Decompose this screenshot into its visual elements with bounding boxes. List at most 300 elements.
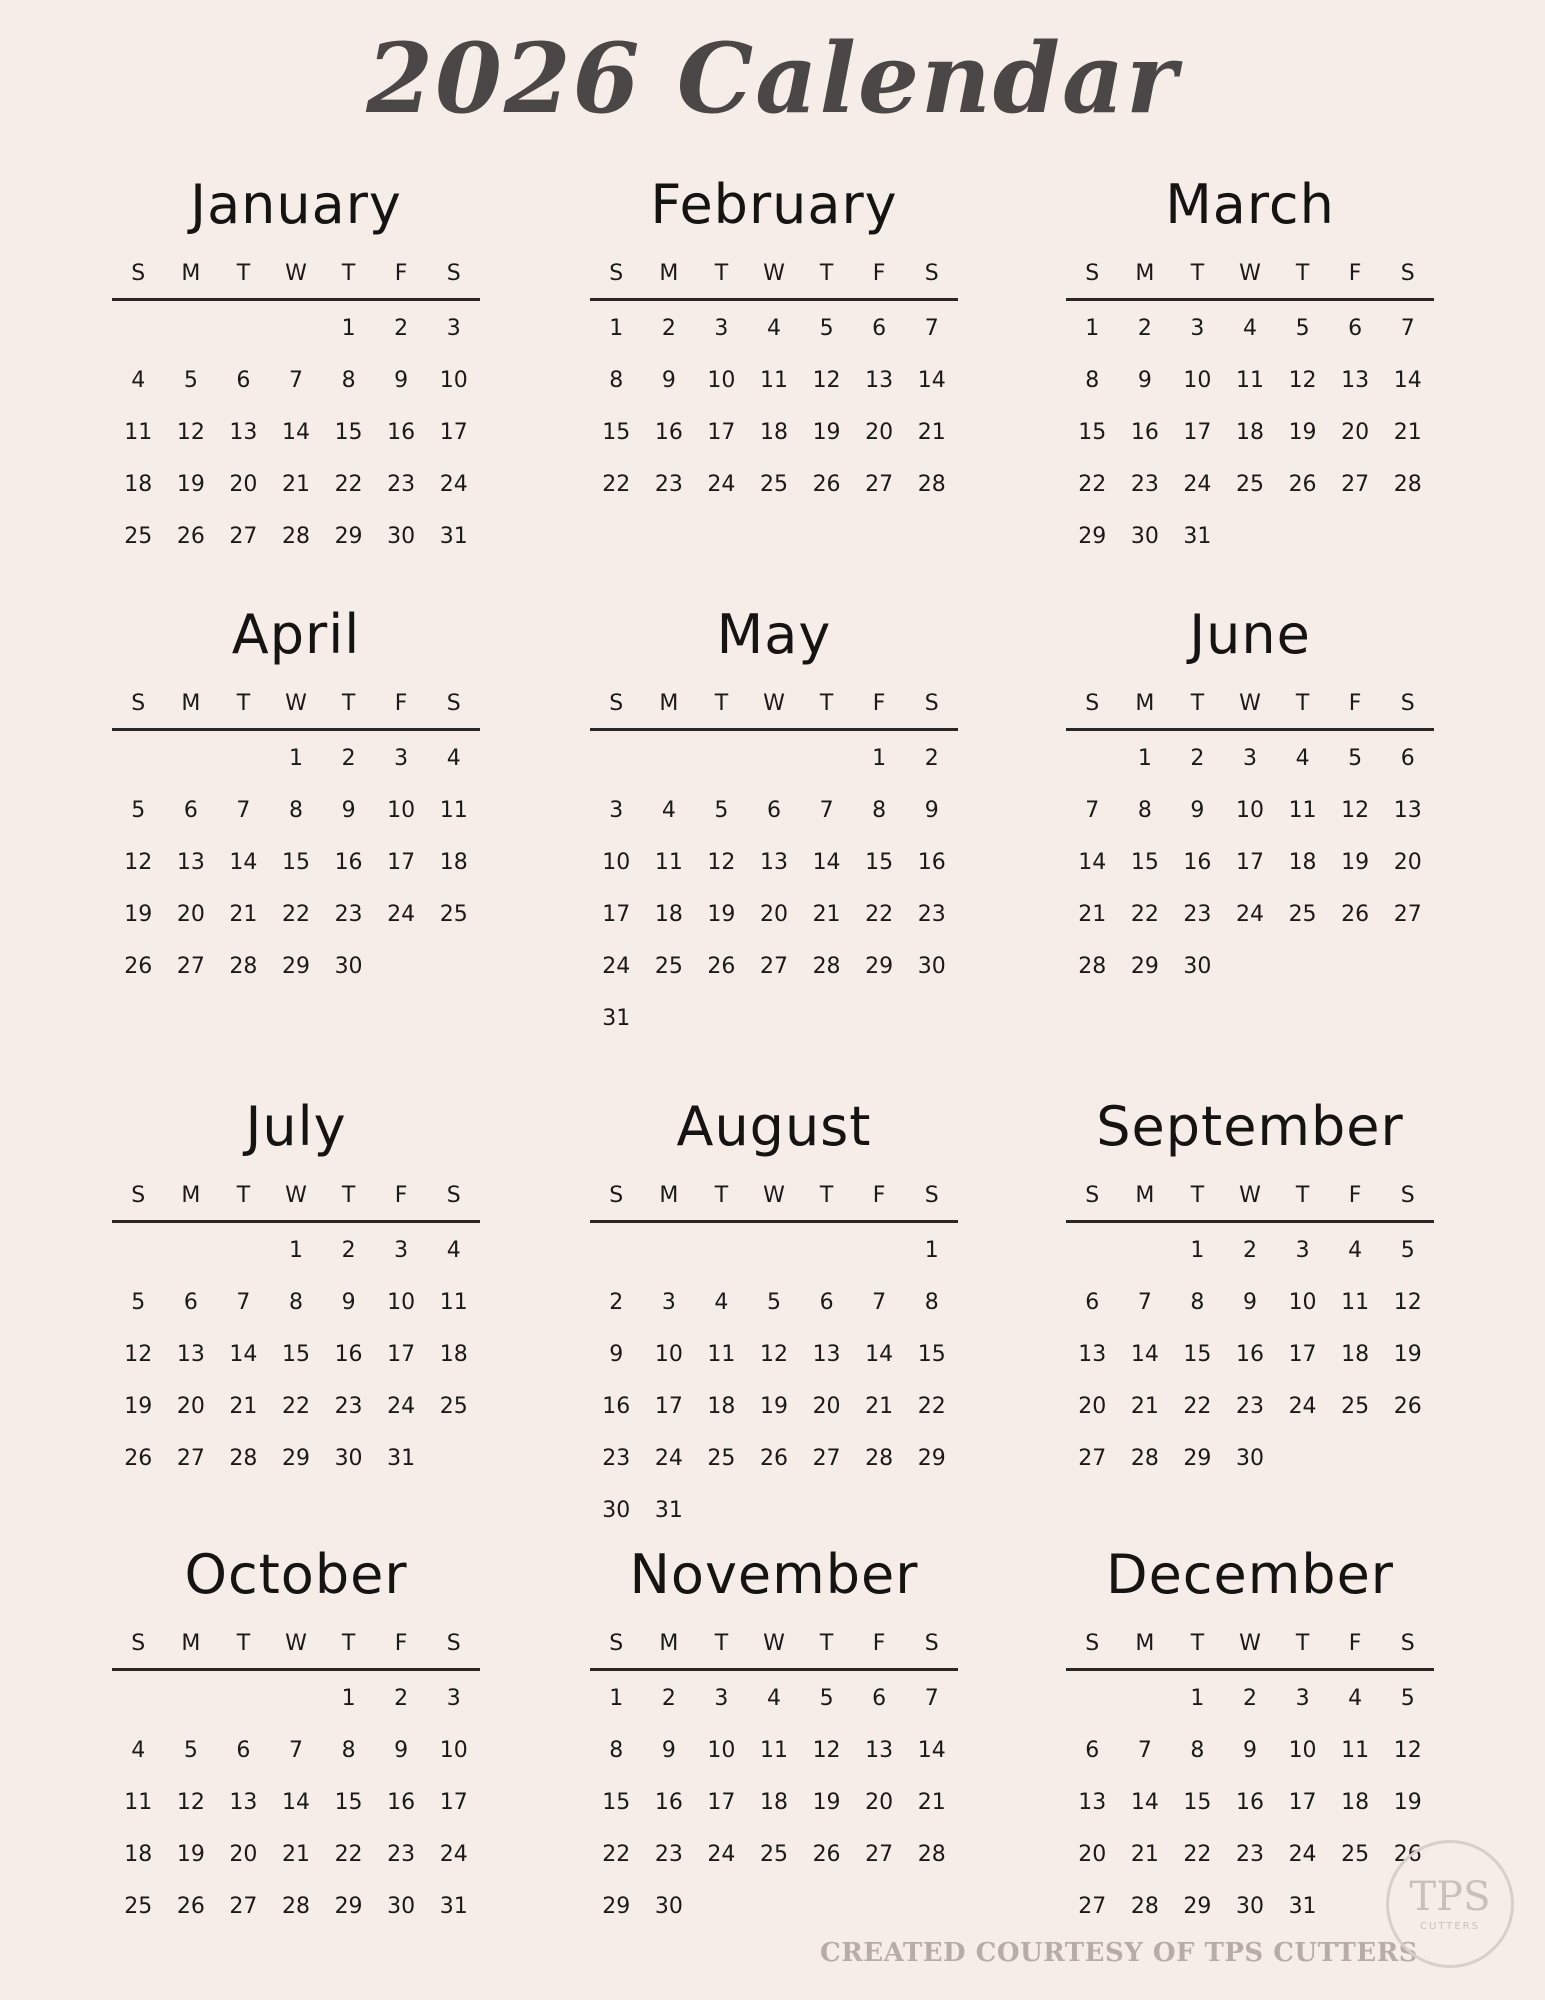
day-cell: 18	[1341, 1790, 1370, 1815]
weekday-header-row	[1066, 1180, 1434, 1223]
day-cell: 25	[439, 1394, 468, 1419]
day-cell: 27	[1393, 902, 1422, 927]
weekday-label: T	[236, 1183, 251, 1208]
day-cell: 8	[341, 1738, 356, 1763]
weekday-label: S	[131, 691, 146, 716]
day-cell: 25	[124, 1894, 153, 1919]
weekday-label: S	[924, 691, 939, 716]
day-cell: 21	[1130, 1842, 1159, 1867]
weekday-label: F	[1348, 1631, 1362, 1656]
day-cell: 19	[812, 420, 841, 445]
day-cell: 1	[1137, 746, 1152, 771]
day-cell: 23	[1130, 472, 1159, 497]
day-cell: 22	[281, 1394, 310, 1419]
day-cell: 3	[394, 1238, 409, 1263]
day-cell: 13	[176, 850, 205, 875]
day-cell: 6	[183, 798, 198, 823]
weekday-label: T	[1190, 1183, 1205, 1208]
day-cell: 21	[865, 1394, 894, 1419]
weekday-label: T	[714, 261, 729, 286]
day-cell: 15	[281, 1342, 310, 1367]
days-grid	[112, 301, 480, 569]
weekday-label: S	[131, 1183, 146, 1208]
weekday-label: M	[659, 691, 679, 716]
empty-day-cell	[748, 739, 801, 791]
day-cell: 25	[1235, 472, 1264, 497]
day-cell: 16	[1235, 1342, 1264, 1367]
day-cell: 28	[1393, 472, 1422, 497]
day-cell: 28	[229, 954, 258, 979]
day-cell: 5	[183, 368, 198, 393]
empty-day-cell	[695, 1231, 748, 1283]
weekday-label: T	[714, 691, 729, 716]
day-cell: 16	[654, 420, 683, 445]
day-cell: 1	[1190, 1686, 1205, 1711]
weekday-label: S	[924, 1183, 939, 1208]
day-cell: 16	[387, 420, 416, 445]
day-cell: 12	[1288, 368, 1317, 393]
day-cell: 20	[865, 1790, 894, 1815]
day-cell: 19	[812, 1790, 841, 1815]
day-cell: 29	[1130, 954, 1159, 979]
months-grid	[112, 170, 1436, 1950]
days-grid	[590, 731, 958, 1051]
day-cell: 25	[707, 1446, 736, 1471]
day-cell: 16	[1183, 850, 1212, 875]
day-cell: 1	[288, 746, 303, 771]
empty-day-cell	[270, 1679, 323, 1731]
weekday-label: F	[872, 1183, 886, 1208]
day-cell: 22	[334, 1842, 363, 1867]
day-cell: 26	[176, 524, 205, 549]
day-cell: 27	[176, 954, 205, 979]
weekday-label: T	[819, 691, 834, 716]
day-cell: 22	[1078, 472, 1107, 497]
empty-day-cell	[590, 739, 643, 791]
day-cell: 28	[917, 472, 946, 497]
weekday-label: M	[1135, 1631, 1155, 1656]
day-cell: 17	[707, 1790, 736, 1815]
day-cell: 18	[439, 850, 468, 875]
weekday-label: F	[394, 691, 408, 716]
weekday-label: M	[181, 691, 201, 716]
day-cell: 2	[661, 1686, 676, 1711]
day-cell: 22	[1183, 1394, 1212, 1419]
weekday-label: W	[285, 691, 307, 716]
day-cell: 10	[707, 368, 736, 393]
day-cell: 23	[917, 902, 946, 927]
day-cell: 15	[334, 1790, 363, 1815]
day-cell: 29	[602, 1894, 631, 1919]
day-cell: 29	[281, 954, 310, 979]
weekday-label: T	[236, 691, 251, 716]
weekday-label: F	[872, 1631, 886, 1656]
day-cell: 20	[759, 902, 788, 927]
day-cell: 23	[654, 472, 683, 497]
empty-day-cell	[165, 1679, 218, 1731]
weekday-label: F	[1348, 261, 1362, 286]
weekday-label: F	[394, 261, 408, 286]
day-cell: 11	[1341, 1290, 1370, 1315]
day-cell: 27	[1078, 1894, 1107, 1919]
day-cell: 26	[1393, 1394, 1422, 1419]
day-cell: 3	[609, 798, 624, 823]
day-cell: 17	[439, 420, 468, 445]
month-name: January	[190, 173, 402, 236]
day-cell: 17	[387, 850, 416, 875]
empty-day-cell	[165, 309, 218, 361]
day-cell: 15	[1183, 1342, 1212, 1367]
day-cell: 21	[1130, 1394, 1159, 1419]
day-cell: 20	[229, 1842, 258, 1867]
day-cell: 30	[1130, 524, 1159, 549]
day-cell: 9	[1190, 798, 1205, 823]
day-cell: 19	[1341, 850, 1370, 875]
day-cell: 16	[1235, 1790, 1264, 1815]
day-cell: 9	[341, 798, 356, 823]
empty-day-cell	[112, 309, 165, 361]
day-cell: 17	[1183, 420, 1212, 445]
day-cell: 4	[1348, 1238, 1363, 1263]
day-cell: 25	[1341, 1842, 1370, 1867]
day-cell: 21	[229, 902, 258, 927]
day-cell: 4	[446, 1238, 461, 1263]
day-cell: 16	[334, 850, 363, 875]
day-cell: 11	[759, 1738, 788, 1763]
empty-day-cell	[1119, 1679, 1172, 1731]
day-cell: 29	[334, 524, 363, 549]
day-cell: 5	[766, 1290, 781, 1315]
day-cell: 10	[1183, 368, 1212, 393]
weekday-label: W	[763, 261, 785, 286]
day-cell: 1	[341, 316, 356, 341]
day-cell: 28	[1078, 954, 1107, 979]
day-cell: 4	[446, 746, 461, 771]
weekday-label: S	[1085, 1183, 1100, 1208]
day-cell: 11	[654, 850, 683, 875]
day-cell: 30	[602, 1498, 631, 1523]
day-cell: 6	[1085, 1290, 1100, 1315]
day-cell: 12	[1393, 1290, 1422, 1315]
day-cell: 10	[1288, 1290, 1317, 1315]
day-cell: 13	[1341, 368, 1370, 393]
empty-day-cell	[112, 1231, 165, 1283]
day-cell: 11	[1288, 798, 1317, 823]
weekday-label: T	[819, 261, 834, 286]
weekday-label: S	[131, 261, 146, 286]
weekday-header-row	[112, 1180, 480, 1223]
weekday-label: M	[1135, 261, 1155, 286]
weekday-label: F	[1348, 691, 1362, 716]
day-cell: 29	[1183, 1446, 1212, 1471]
day-cell: 28	[917, 1842, 946, 1867]
day-cell: 25	[124, 524, 153, 549]
day-cell: 18	[759, 420, 788, 445]
day-cell: 20	[1393, 850, 1422, 875]
day-cell: 31	[602, 1006, 631, 1031]
day-cell: 3	[446, 1686, 461, 1711]
day-cell: 27	[1078, 1446, 1107, 1471]
day-cell: 11	[439, 798, 468, 823]
day-cell: 16	[387, 1790, 416, 1815]
day-cell: 8	[1085, 368, 1100, 393]
day-cell: 26	[124, 1446, 153, 1471]
empty-day-cell	[112, 1679, 165, 1731]
days-grid	[590, 1223, 958, 1543]
day-cell: 19	[759, 1394, 788, 1419]
day-cell: 6	[872, 1686, 887, 1711]
weekday-label: M	[659, 261, 679, 286]
month-name: May	[716, 603, 832, 666]
day-cell: 24	[1183, 472, 1212, 497]
day-cell: 12	[1341, 798, 1370, 823]
day-cell: 14	[229, 850, 258, 875]
empty-day-cell	[800, 1231, 853, 1283]
day-cell: 1	[341, 1686, 356, 1711]
weekday-label: S	[446, 261, 461, 286]
weekday-label: W	[285, 1183, 307, 1208]
day-cell: 5	[819, 1686, 834, 1711]
days-grid	[590, 1671, 958, 1939]
weekday-label: T	[1295, 261, 1310, 286]
day-cell: 28	[1130, 1894, 1159, 1919]
day-cell: 24	[707, 472, 736, 497]
day-cell: 17	[387, 1342, 416, 1367]
day-cell: 18	[124, 1842, 153, 1867]
weekday-label: T	[341, 261, 356, 286]
days-grid	[112, 1223, 480, 1491]
day-cell: 27	[865, 472, 894, 497]
day-cell: 19	[707, 902, 736, 927]
weekday-label: M	[181, 1183, 201, 1208]
day-cell: 9	[661, 1738, 676, 1763]
day-cell: 5	[183, 1738, 198, 1763]
day-cell: 3	[394, 746, 409, 771]
day-cell: 29	[1183, 1894, 1212, 1919]
day-cell: 24	[707, 1842, 736, 1867]
day-cell: 1	[1085, 316, 1100, 341]
day-cell: 6	[236, 1738, 251, 1763]
day-cell: 31	[439, 524, 468, 549]
day-cell: 14	[1130, 1790, 1159, 1815]
day-cell: 16	[1130, 420, 1159, 445]
day-cell: 15	[1130, 850, 1159, 875]
day-cell: 15	[865, 850, 894, 875]
weekday-label: S	[924, 261, 939, 286]
weekday-label: S	[1085, 1631, 1100, 1656]
day-cell: 8	[341, 368, 356, 393]
day-cell: 28	[865, 1446, 894, 1471]
day-cell: 22	[602, 472, 631, 497]
weekday-label: S	[446, 691, 461, 716]
weekday-label: M	[1135, 1183, 1155, 1208]
day-cell: 3	[661, 1290, 676, 1315]
day-cell: 25	[759, 1842, 788, 1867]
day-cell: 9	[1242, 1738, 1257, 1763]
month-june	[1066, 600, 1434, 999]
day-cell: 13	[176, 1342, 205, 1367]
weekday-label: W	[285, 1631, 307, 1656]
day-cell: 27	[759, 954, 788, 979]
month-name: August	[676, 1095, 872, 1158]
page-title: 2026 Calendar	[366, 22, 1179, 135]
day-cell: 5	[1348, 746, 1363, 771]
day-cell: 7	[236, 798, 251, 823]
day-cell: 18	[1235, 420, 1264, 445]
day-cell: 10	[439, 1738, 468, 1763]
empty-day-cell	[748, 1231, 801, 1283]
empty-day-cell	[217, 1679, 270, 1731]
day-cell: 25	[759, 472, 788, 497]
day-cell: 18	[124, 472, 153, 497]
day-cell: 21	[229, 1394, 258, 1419]
day-cell: 28	[281, 524, 310, 549]
weekday-label: S	[1400, 261, 1415, 286]
weekday-label: M	[659, 1183, 679, 1208]
day-cell: 8	[609, 1738, 624, 1763]
weekday-label: S	[1085, 691, 1100, 716]
day-cell: 2	[1190, 746, 1205, 771]
day-cell: 19	[124, 1394, 153, 1419]
day-cell: 31	[1183, 524, 1212, 549]
day-cell: 25	[654, 954, 683, 979]
month-name: September	[1096, 1095, 1404, 1158]
day-cell: 5	[131, 798, 146, 823]
day-cell: 3	[1295, 1686, 1310, 1711]
day-cell: 12	[176, 1790, 205, 1815]
month-name: April	[231, 603, 361, 666]
day-cell: 21	[917, 420, 946, 445]
day-cell: 17	[602, 902, 631, 927]
day-cell: 4	[766, 316, 781, 341]
day-cell: 12	[124, 1342, 153, 1367]
day-cell: 14	[281, 1790, 310, 1815]
empty-day-cell	[217, 739, 270, 791]
day-cell: 14	[1393, 368, 1422, 393]
day-cell: 12	[124, 850, 153, 875]
empty-day-cell	[217, 309, 270, 361]
day-cell: 10	[1288, 1738, 1317, 1763]
day-cell: 17	[1288, 1790, 1317, 1815]
day-cell: 11	[759, 368, 788, 393]
day-cell: 28	[812, 954, 841, 979]
day-cell: 24	[654, 1446, 683, 1471]
day-cell: 4	[766, 1686, 781, 1711]
day-cell: 21	[281, 1842, 310, 1867]
day-cell: 30	[334, 954, 363, 979]
footer-credit: CREATED COURTESY OF TPS CUTTERS	[820, 1938, 1419, 1968]
day-cell: 3	[1190, 316, 1205, 341]
day-cell: 7	[288, 1738, 303, 1763]
day-cell: 13	[812, 1342, 841, 1367]
day-cell: 22	[1183, 1842, 1212, 1867]
day-cell: 23	[654, 1842, 683, 1867]
days-grid	[1066, 301, 1434, 569]
weekday-label: S	[131, 1631, 146, 1656]
empty-day-cell	[800, 739, 853, 791]
day-cell: 6	[183, 1290, 198, 1315]
weekday-label: T	[1190, 1631, 1205, 1656]
day-cell: 30	[387, 524, 416, 549]
month-december	[1066, 1540, 1434, 1939]
day-cell: 1	[924, 1238, 939, 1263]
day-cell: 20	[1078, 1842, 1107, 1867]
day-cell: 7	[819, 798, 834, 823]
day-cell: 6	[1400, 746, 1415, 771]
day-cell: 26	[176, 1894, 205, 1919]
day-cell: 1	[1190, 1238, 1205, 1263]
day-cell: 11	[1341, 1738, 1370, 1763]
day-cell: 6	[766, 798, 781, 823]
day-cell: 9	[924, 798, 939, 823]
day-cell: 17	[1235, 850, 1264, 875]
month-july	[112, 1092, 480, 1491]
day-cell: 7	[872, 1290, 887, 1315]
day-cell: 14	[865, 1342, 894, 1367]
day-cell: 13	[1078, 1342, 1107, 1367]
day-cell: 16	[334, 1342, 363, 1367]
day-cell: 13	[229, 1790, 258, 1815]
day-cell: 22	[602, 1842, 631, 1867]
weekday-header-row	[1066, 688, 1434, 731]
day-cell: 4	[1295, 746, 1310, 771]
day-cell: 26	[1341, 902, 1370, 927]
weekday-header-row	[590, 258, 958, 301]
days-grid	[590, 301, 958, 517]
weekday-label: S	[1400, 691, 1415, 716]
day-cell: 9	[394, 368, 409, 393]
day-cell: 27	[812, 1446, 841, 1471]
day-cell: 7	[1137, 1738, 1152, 1763]
day-cell: 7	[288, 368, 303, 393]
day-cell: 27	[229, 1894, 258, 1919]
day-cell: 19	[1288, 420, 1317, 445]
day-cell: 8	[872, 798, 887, 823]
day-cell: 30	[1183, 954, 1212, 979]
weekday-label: W	[763, 1183, 785, 1208]
days-grid	[1066, 1671, 1434, 1939]
weekday-label: T	[236, 261, 251, 286]
day-cell: 20	[812, 1394, 841, 1419]
day-cell: 5	[1400, 1686, 1415, 1711]
day-cell: 23	[387, 472, 416, 497]
days-grid	[112, 1671, 480, 1939]
day-cell: 20	[865, 420, 894, 445]
weekday-header-row	[590, 1180, 958, 1223]
weekday-label: S	[609, 261, 624, 286]
day-cell: 20	[176, 1394, 205, 1419]
empty-day-cell	[643, 1231, 696, 1283]
day-cell: 10	[387, 798, 416, 823]
weekday-label: S	[1400, 1631, 1415, 1656]
day-cell: 18	[1341, 1342, 1370, 1367]
day-cell: 30	[334, 1446, 363, 1471]
day-cell: 6	[872, 316, 887, 341]
weekday-header-row	[1066, 258, 1434, 301]
weekday-header-row	[590, 688, 958, 731]
day-cell: 8	[1190, 1290, 1205, 1315]
weekday-header-row	[112, 688, 480, 731]
day-cell: 8	[1190, 1738, 1205, 1763]
day-cell: 6	[819, 1290, 834, 1315]
day-cell: 13	[1393, 798, 1422, 823]
weekday-label: F	[394, 1631, 408, 1656]
day-cell: 12	[176, 420, 205, 445]
weekday-label: S	[446, 1631, 461, 1656]
month-name: November	[629, 1543, 919, 1606]
day-cell: 12	[759, 1342, 788, 1367]
weekday-label: T	[341, 1183, 356, 1208]
